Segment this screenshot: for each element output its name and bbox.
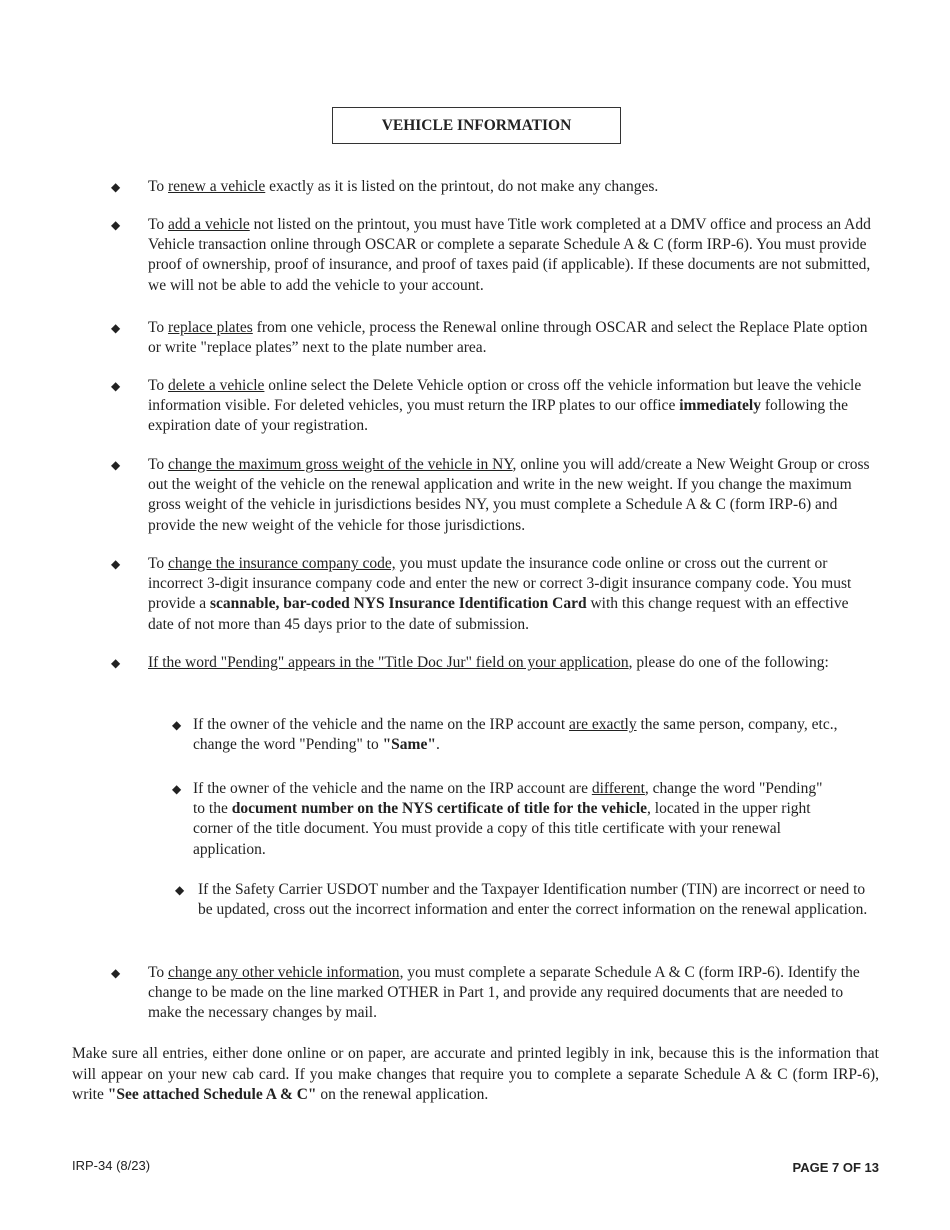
- item-text: , you must complete a separate Schedule A & C (form IRP-6). Identify the change to be made on the line marked OTHER in Part 1, and provide any required documents that are needed to make the necessary changes by mail.: [148, 964, 860, 1022]
- item-text: To: [148, 456, 169, 473]
- item-text: you must update the insurance code online or cross out the current or incorrect 3-digit insurance company code and enter the new or correct 3-digit insurance company code. You must provide a: [148, 555, 852, 613]
- item-text: , change the word "Pending" to the: [193, 780, 823, 818]
- item-text: If the owner of the vehicle and the name on the IRP account: [193, 716, 570, 733]
- item-text: , located in the upper right corner of the title document. You must provide a copy of this title certificate with your renewal application.: [193, 800, 811, 858]
- list-item-other: [148, 963, 860, 1024]
- item-underline: different: [591, 780, 645, 797]
- item-text: the same person, company, etc., change the word "Pending" to: [193, 716, 838, 754]
- item-text: To: [148, 555, 169, 572]
- closing-text: on the renewal application.: [316, 1086, 489, 1103]
- item-text: If the owner of the vehicle and the name on the IRP account are: [193, 780, 592, 797]
- item-text: To: [148, 319, 169, 336]
- bullet-diamond-icon: ◆: [111, 966, 121, 980]
- item-text: online select the Delete Vehicle option or cross off the vehicle information but leave the vehicle information visible. For deleted vehicles, you must return the IRP plates to our office: [148, 377, 862, 415]
- page-number: PAGE 7 OF 13: [792, 1160, 879, 1175]
- closing-bold: "See attached Schedule A & C": [107, 1086, 317, 1103]
- bullet-diamond-icon: ◆: [111, 379, 121, 393]
- item-bold: immediately: [679, 397, 761, 415]
- item-bold: scannable, bar-coded NYS Insurance Identification Card: [209, 595, 587, 613]
- item-text: with this change request with an effective date of not more than 45 days prior to the date of submission.: [148, 595, 849, 633]
- bullet-diamond-icon: ◆: [111, 180, 121, 194]
- item-text: To: [148, 964, 169, 981]
- item-underline: are exactly: [569, 716, 637, 733]
- section-title: VEHICLE INFORMATION: [332, 107, 621, 144]
- item-text: following the expiration date of your registration.: [148, 397, 848, 435]
- sub-bullet-diamond-icon: ◆: [175, 883, 185, 897]
- item-underline: change any other vehicle information: [168, 964, 400, 981]
- item-underline: delete a vehicle: [168, 377, 265, 394]
- closing-text: Make sure all entries, either done online or on paper, are accurate and printed legibly in ink, because this is the information that will appear on your new cab card. If you make changes that require you to complete a separate Schedule A & C (form IRP-6), write: [72, 1045, 879, 1103]
- sub-bullet-diamond-icon: ◆: [172, 718, 182, 732]
- item-text: To: [148, 377, 169, 394]
- list-item-weight: [148, 455, 873, 536]
- item-text: , please do one of the following:: [628, 654, 829, 671]
- item-bold: "Same": [382, 736, 436, 754]
- closing-paragraph: [72, 1044, 879, 1106]
- bullet-diamond-icon: ◆: [111, 557, 121, 571]
- bullet-diamond-icon: ◆: [111, 321, 121, 335]
- item-text: from one vehicle, process the Renewal online through OSCAR and select the Replace Plate option or write "replace plates” next to the plate number area.: [148, 319, 868, 357]
- item-text: not listed on the printout, you must have Title work completed at a DMV office and process an Add Vehicle transaction online through OSCAR or complete a separate Schedule A & C (form IRP-6). You must provide proof of ownership, proof of insurance, and proof of taxes paid (if applicable). If these documents are not submitted, we will not be able to add the vehicle to your account.: [148, 216, 871, 294]
- item-text: .: [435, 736, 440, 754]
- item-text: To: [148, 178, 169, 195]
- sub-item-same: [193, 715, 873, 755]
- list-item-pending: [148, 653, 873, 673]
- bullet-diamond-icon: ◆: [111, 218, 121, 232]
- bullet-diamond-icon: ◆: [111, 458, 121, 472]
- item-text: , online you will add/create a New Weight Group or cross out the weight of the vehicle on the renewal application and write in the new weight. If you change the maximum gross weight of the vehicle in jurisdictions besides NY, you must complete a Schedule A & C (form IRP-6) and provide the new weight of the vehicle for those jurisdictions.: [148, 456, 870, 534]
- item-text: To: [148, 216, 169, 233]
- item-bold: document number on the NYS certificate of title for the vehicle: [231, 800, 648, 818]
- list-item-add: [148, 215, 873, 296]
- list-item-insurance: [148, 554, 873, 635]
- item-underline: renew a vehicle: [168, 178, 266, 195]
- sub-item-usdot: [198, 880, 874, 920]
- sub-item-different: [193, 779, 833, 860]
- item-underline: change the insurance company code,: [168, 555, 396, 572]
- sub-bullet-diamond-icon: ◆: [172, 782, 182, 796]
- item-underline: If the word "Pending" appears in the "Title Doc Jur" field on your application: [148, 654, 629, 671]
- list-item-renew: [148, 177, 873, 197]
- form-id: IRP-34 (8/23): [72, 1158, 151, 1173]
- item-underline: add a vehicle: [168, 216, 250, 233]
- item-underline: change the maximum gross weight of the vehicle in NY: [168, 456, 513, 473]
- item-text: If the Safety Carrier USDOT number and the Taxpayer Identification number (TIN) are incorrect or need to be updated, cross out the incorrect information and enter the correct information on the renewal application.: [198, 881, 868, 919]
- list-item-replace: [148, 318, 873, 358]
- bullet-diamond-icon: ◆: [111, 656, 121, 670]
- item-underline: replace plates: [168, 319, 253, 336]
- list-item-delete: [148, 376, 873, 437]
- item-text: exactly as it is listed on the printout, do not make any changes.: [265, 178, 659, 195]
